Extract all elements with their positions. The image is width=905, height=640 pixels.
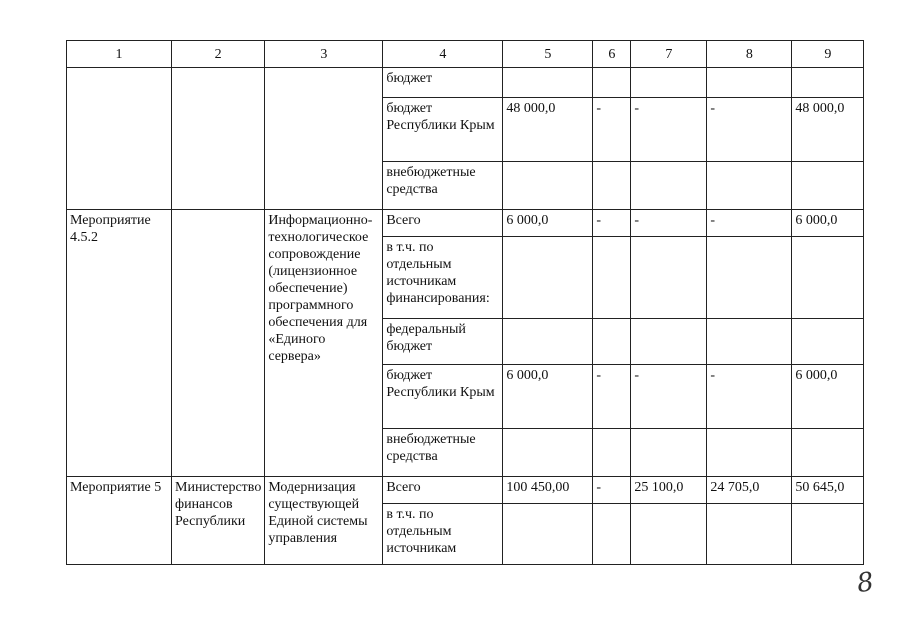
year-cell: 6 000,0 — [792, 365, 864, 429]
source-cell: внебюджетные средства — [383, 162, 503, 210]
year-cell — [707, 319, 792, 365]
source-cell: бюджет Республики Крым — [383, 365, 503, 429]
header-cell: 2 — [172, 41, 265, 68]
table-row — [67, 210, 864, 237]
year-cell — [707, 429, 792, 477]
page-number: 8 — [854, 566, 876, 600]
total-cell: 100 450,00 — [503, 477, 593, 504]
total-cell — [503, 68, 593, 98]
year-cell — [593, 162, 631, 210]
year-cell — [593, 68, 631, 98]
total-cell: 6 000,0 — [503, 210, 593, 237]
table-row — [67, 68, 864, 98]
measure-cell: Мероприятие 4.5.2 — [67, 210, 172, 477]
year-cell: - — [707, 98, 792, 162]
description-cell: Модернизация существующей Единой системы управления — [265, 477, 383, 565]
total-cell — [503, 237, 593, 319]
header-cell: 7 — [631, 41, 707, 68]
year-cell: 50 645,0 — [792, 477, 864, 504]
source-cell: в т.ч. по отдельным источникам — [383, 504, 503, 565]
year-cell: - — [593, 365, 631, 429]
source-cell: Всего — [383, 477, 503, 504]
description-cell — [265, 68, 383, 210]
year-cell — [631, 319, 707, 365]
year-cell — [631, 504, 707, 565]
year-cell — [792, 504, 864, 565]
header-cell: 8 — [707, 41, 792, 68]
header-cell: 6 — [593, 41, 631, 68]
year-cell — [792, 162, 864, 210]
header-row — [67, 41, 864, 68]
total-cell — [503, 429, 593, 477]
executor-cell — [172, 210, 265, 477]
year-cell — [631, 429, 707, 477]
source-cell: бюджет Республики Крым — [383, 98, 503, 162]
year-cell — [792, 68, 864, 98]
year-cell — [593, 237, 631, 319]
header-cell: 4 — [383, 41, 503, 68]
year-cell — [707, 504, 792, 565]
measure-cell: Мероприятие 5 — [67, 477, 172, 565]
executor-cell — [172, 68, 265, 210]
year-cell: - — [631, 210, 707, 237]
financing-table — [66, 40, 864, 565]
year-cell — [792, 237, 864, 319]
year-cell: - — [631, 98, 707, 162]
year-cell: - — [593, 210, 631, 237]
source-cell: Всего — [383, 210, 503, 237]
total-cell — [503, 504, 593, 565]
year-cell — [631, 237, 707, 319]
source-cell: бюджет — [383, 68, 503, 98]
total-cell: 48 000,0 — [503, 98, 593, 162]
year-cell: 25 100,0 — [631, 477, 707, 504]
header-cell: 1 — [67, 41, 172, 68]
year-cell: - — [593, 98, 631, 162]
measure-cell — [67, 68, 172, 210]
total-cell — [503, 162, 593, 210]
table-row — [67, 477, 864, 504]
description-cell: Информационно-технологическое сопровождение (лицензионное обеспечение) программного обеспечения для «Единого сервера» — [265, 210, 383, 477]
year-cell — [707, 237, 792, 319]
year-cell — [707, 162, 792, 210]
year-cell — [631, 162, 707, 210]
year-cell: - — [707, 365, 792, 429]
source-cell: внебюджетные средства — [383, 429, 503, 477]
total-cell: 6 000,0 — [503, 365, 593, 429]
header-cell: 3 — [265, 41, 383, 68]
executor-cell: Министерство финансов Республики — [172, 477, 265, 565]
year-cell — [593, 319, 631, 365]
year-cell: - — [593, 477, 631, 504]
year-cell: - — [707, 210, 792, 237]
year-cell — [631, 68, 707, 98]
year-cell — [593, 504, 631, 565]
year-cell — [707, 68, 792, 98]
year-cell: 6 000,0 — [792, 210, 864, 237]
year-cell: 48 000,0 — [792, 98, 864, 162]
header-cell: 9 — [792, 41, 864, 68]
year-cell: - — [631, 365, 707, 429]
year-cell — [593, 429, 631, 477]
source-cell: в т.ч. по отдельным источникам финансирования: — [383, 237, 503, 319]
total-cell — [503, 319, 593, 365]
year-cell — [792, 429, 864, 477]
year-cell — [792, 319, 864, 365]
source-cell: федеральный бюджет — [383, 319, 503, 365]
year-cell: 24 705,0 — [707, 477, 792, 504]
header-cell: 5 — [503, 41, 593, 68]
